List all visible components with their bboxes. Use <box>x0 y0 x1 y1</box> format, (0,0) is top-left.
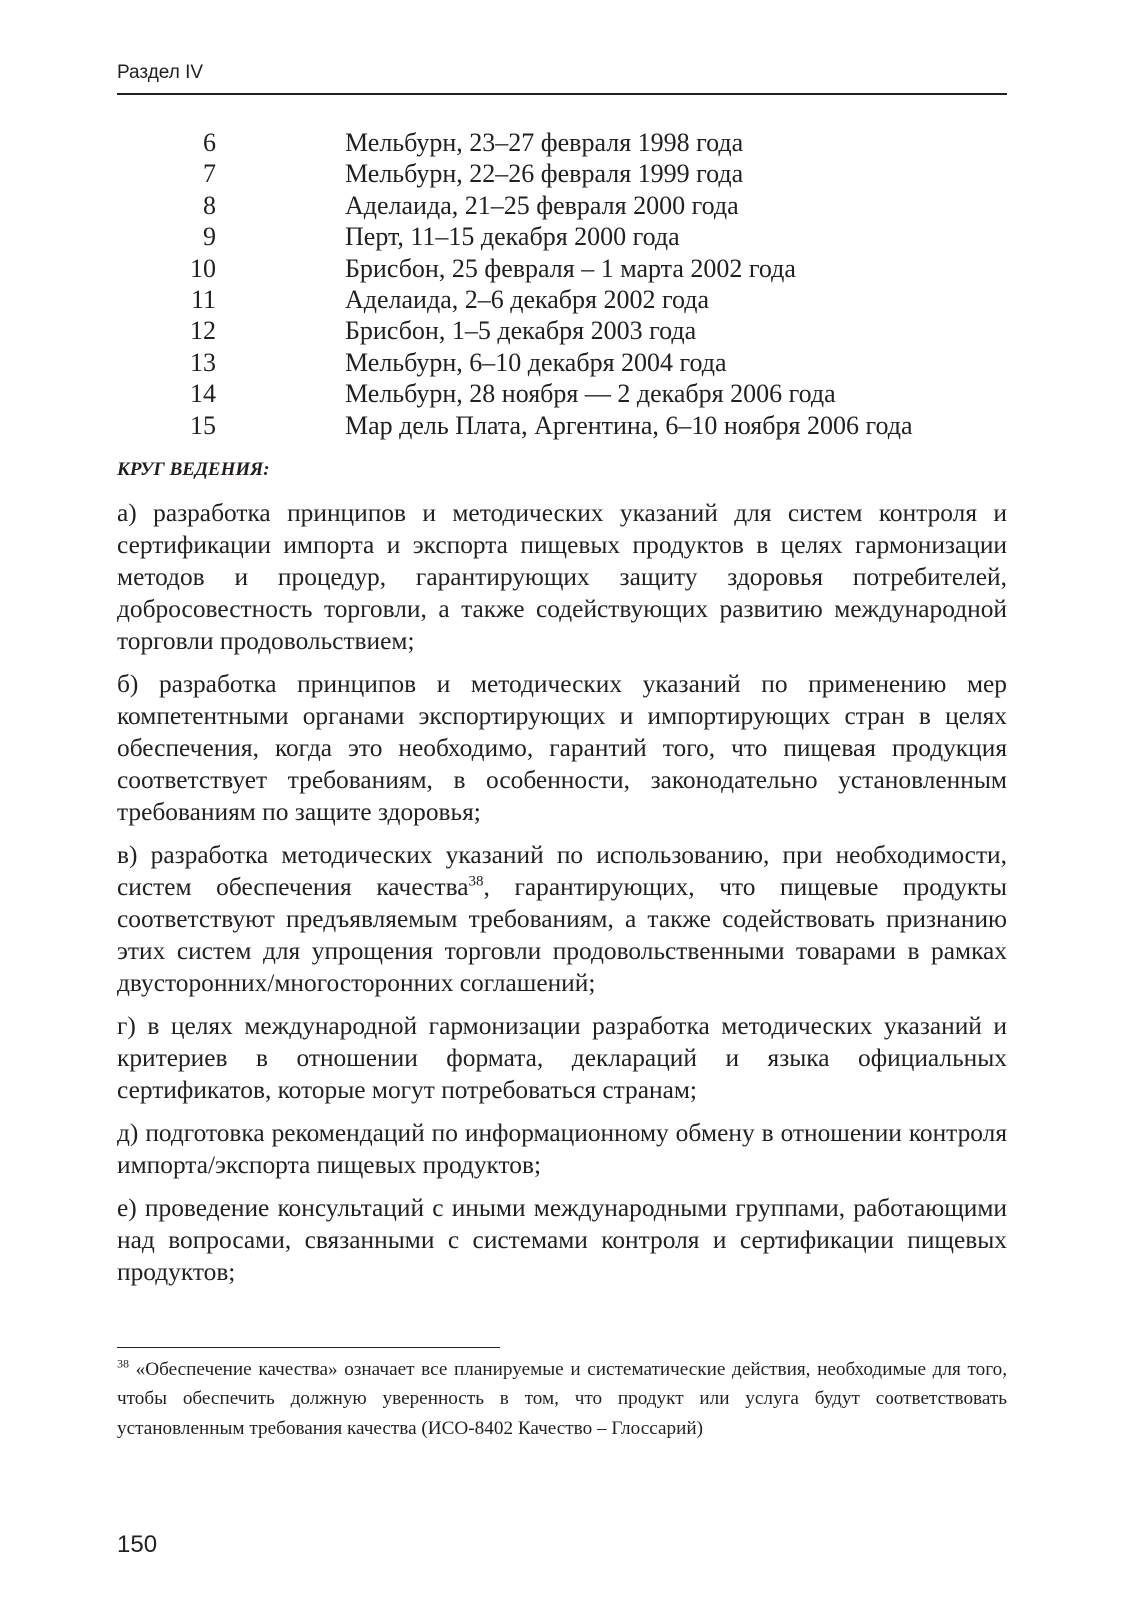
session-number: 11 <box>190 285 216 315</box>
session-row <box>117 410 1007 441</box>
term-item-a: а) разработка принципов и методических указаний для систем контроля и сертификации импорта и экспорта пищевых продуктов в целях гармонизации методов и процедур, гарантирующих защиту здоровья потребителей, добросовестность торговли, а также содействующих развитию международной торговли продовольствием; <box>117 499 1007 655</box>
footnote-reference[interactable]: 38 <box>468 873 484 890</box>
session-row <box>117 284 1007 315</box>
term-item-d: д) подготовка рекомендаций по информационному обмену в отношении контроля импорта/экспорта пищевых продуктов; <box>117 1119 1007 1179</box>
sessions-list <box>117 127 1007 441</box>
session-number: 15 <box>190 410 216 440</box>
session-place-date: Мельбурн, 6–10 декабря 2004 года <box>345 347 727 377</box>
session-number: 8 <box>203 190 216 220</box>
session-number: 7 <box>203 159 216 189</box>
session-place-date: Аделаида, 21–25 февраля 2000 года <box>345 190 739 220</box>
terms-of-reference-list <box>117 497 1007 1299</box>
session-place-date: Аделаида, 2–6 декабря 2002 года <box>345 285 710 315</box>
term-item-g: г) в целях международной гармонизации разработка методических указаний и критериев в отношении формата, деклараций и языка официальных сертификатов, которые могут потребоваться странам; <box>117 1012 1007 1104</box>
session-row <box>117 127 1007 158</box>
session-number: 9 <box>203 222 216 252</box>
session-row <box>117 315 1007 346</box>
session-row <box>117 253 1007 284</box>
terms-of-reference-heading: КРУГ ВЕДЕНИЯ: <box>117 459 270 480</box>
term-item-v-text-continued: , гарантирующих, что пищевые продукты соответствуют предъявляемым требованиям, а также содействовать признанию этих систем для упрощения торговли продовольственными товарами в рамках двусторонних/многосторонних соглашений; <box>117 873 1007 997</box>
session-number: 14 <box>190 379 216 409</box>
session-row <box>117 378 1007 409</box>
session-place-date: Мельбурн, 28 ноября — 2 декабря 2006 года <box>345 379 836 409</box>
session-number: 12 <box>190 316 216 346</box>
session-number: 10 <box>190 253 216 283</box>
session-row <box>117 158 1007 189</box>
session-row <box>117 190 1007 221</box>
session-row <box>117 347 1007 378</box>
session-place-date: Мельбурн, 22–26 февраля 1999 года <box>345 159 744 189</box>
session-place-date: Перт, 11–15 декабря 2000 года <box>345 222 680 252</box>
footnote-text: «Обеспечение качества» означает все планируемые и систематические действия, необходимые для того, чтобы обеспечить должную уверенность в том, что продукт или услуга будут соответствовать установленным требования качества (ИСО-8402 Качество – Глоссарий) <box>117 1359 1008 1439</box>
term-item-b: б) разработка принципов и методических указаний по применению мер компетентными органами экспортирующих и импортирующих стран в целях обеспечения, когда это необходимо, гарантий того, что пищевая продукция соответствует требованиям, в особенности, законодательно установленным требованиям по защите здоровья; <box>117 670 1007 826</box>
session-place-date: Мельбурн, 23–27 февраля 1998 года <box>345 128 744 157</box>
session-place-date: Брисбон, 1–5 декабря 2003 года <box>345 316 697 346</box>
term-item-v <box>117 839 1007 999</box>
page-number: 150 <box>117 1531 158 1558</box>
footnote <box>117 1355 1007 1443</box>
session-number: 13 <box>190 347 216 377</box>
term-item-v-text: в) разработка методических указаний по использованию, при необходимости, систем обеспечения качества <box>117 841 1007 901</box>
session-place-date: Мар дель Плата, Аргентина, 6–10 ноября 2006 года <box>345 410 913 440</box>
session-number: 6 <box>203 128 216 157</box>
session-place-date: Брисбон, 25 февраля – 1 марта 2002 года <box>345 253 796 283</box>
term-item-e: е) проведение консультаций с иными международными группами, работающими над вопросами, связанными с системами контроля и сертификации пищевых продуктов; <box>117 1194 1007 1286</box>
section-header: Раздел IV <box>117 62 204 83</box>
footnote-marker: 38 <box>117 1356 129 1371</box>
footnote-divider <box>117 1347 500 1348</box>
header-divider <box>117 93 1007 95</box>
session-row <box>117 221 1007 252</box>
